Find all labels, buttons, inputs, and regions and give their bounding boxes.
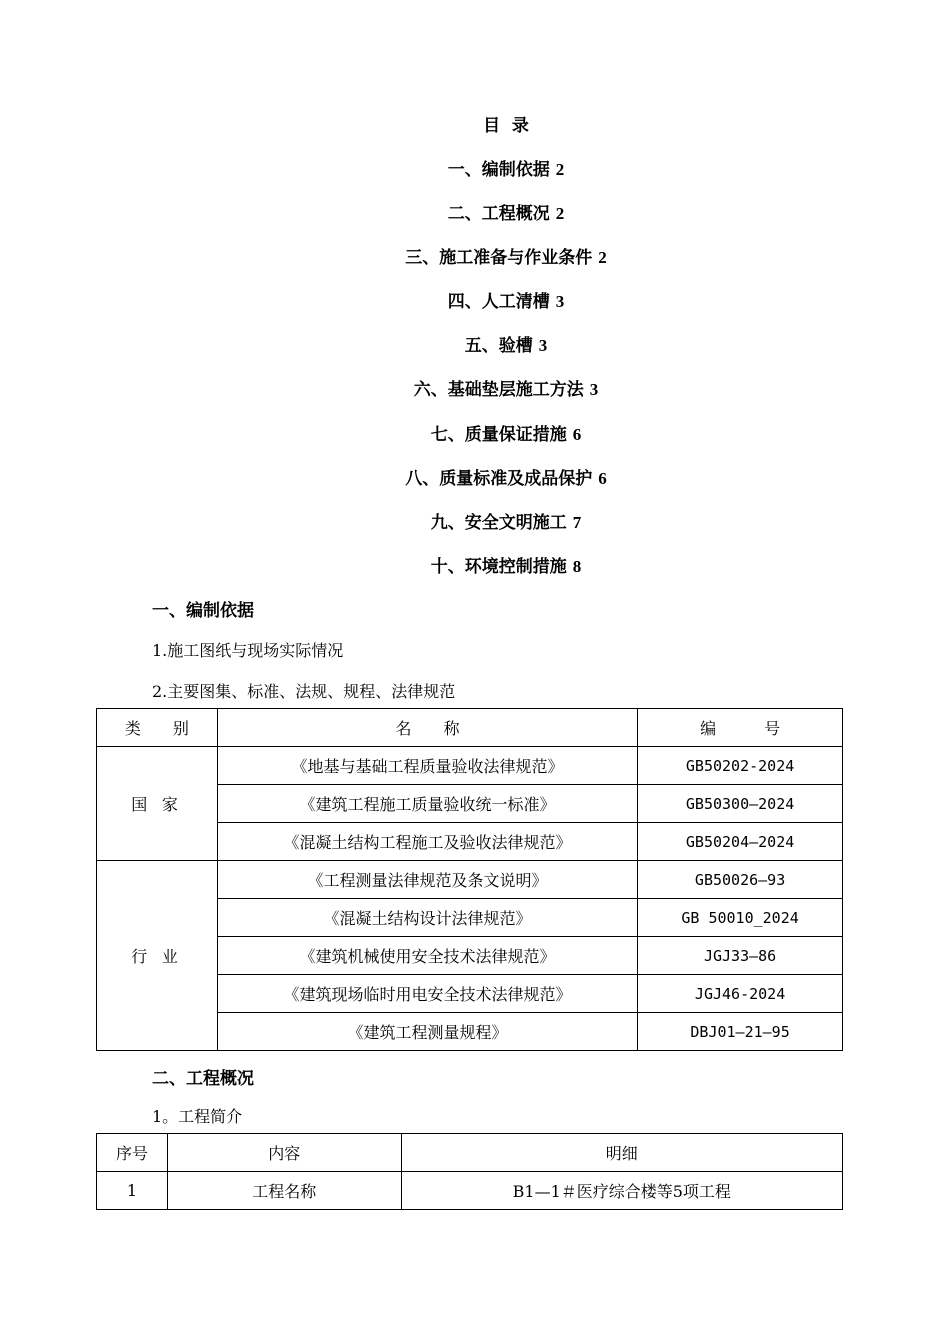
paragraph: 2.主要图集、标准、法规、规程、法律规范	[152, 682, 456, 701]
standards-table	[96, 708, 843, 1051]
toc-item[interactable]	[0, 552, 950, 577]
code-cell: JGJ33—86	[638, 937, 843, 975]
toc-item-label: 十、环境控制措施	[430, 557, 567, 577]
code-cell: DBJ01—21—95	[638, 1013, 843, 1051]
toc-item-page: 8	[572, 557, 582, 576]
header-cell: 类 别	[97, 709, 218, 747]
toc-item[interactable]	[0, 375, 950, 400]
toc-item-label: 三、施工准备与作业条件	[405, 248, 593, 268]
name-cell: 《工程测量法律规范及条文说明》	[217, 861, 637, 899]
detail-cell: B1—1＃医疗综合楼等5项工程	[401, 1172, 842, 1210]
toc-item-label: 九、安全文明施工	[430, 513, 567, 533]
toc-item-page: 7	[572, 513, 582, 532]
toc-item-label: 二、工程概况	[447, 204, 550, 224]
toc-item[interactable]	[0, 331, 950, 356]
code-cell: GB50300—2024	[638, 785, 843, 823]
paragraph: 1.施工图纸与现场实际情况	[152, 641, 344, 660]
section-heading: 二、工程概况	[152, 1069, 254, 1089]
name-cell: 《混凝土结构设计法律规范》	[217, 899, 637, 937]
number-cell: 1	[97, 1172, 168, 1210]
toc-item-label: 八、质量标准及成品保护	[405, 469, 593, 489]
toc-item-page: 2	[555, 204, 565, 223]
toc-item-label: 四、人工清槽	[447, 292, 550, 312]
toc-item-label: 六、基础垫层施工方法	[413, 380, 584, 400]
header-cell: 名 称	[217, 709, 637, 747]
toc-item[interactable]	[0, 508, 950, 533]
category-cell: 国 家	[97, 747, 218, 861]
table-row	[97, 1172, 843, 1210]
code-cell: GB50204—2024	[638, 823, 843, 861]
table-header-row	[97, 1134, 843, 1172]
toc-item[interactable]	[0, 199, 950, 224]
toc-item-page: 2	[555, 160, 565, 179]
name-cell: 《混凝土结构工程施工及验收法律规范》	[217, 823, 637, 861]
name-cell: 《地基与基础工程质量验收法律规范》	[217, 747, 637, 785]
toc-item[interactable]	[0, 464, 950, 489]
toc-item-page: 3	[589, 380, 599, 399]
content-cell: 工程名称	[167, 1172, 401, 1210]
toc-item-page: 2	[598, 248, 607, 267]
code-cell: GB50202-2024	[638, 747, 843, 785]
toc-item-label: 五、验槽	[464, 336, 533, 356]
name-cell: 《建筑工程施工质量验收统一标准》	[217, 785, 637, 823]
project-table	[96, 1133, 843, 1210]
toc-item[interactable]	[0, 155, 950, 180]
table-header-row	[97, 709, 843, 747]
header-cell: 编 号	[638, 709, 843, 747]
header-cell: 明细	[401, 1134, 842, 1172]
code-cell: GB50026—93	[638, 861, 843, 899]
code-cell: GB 50010_2024	[638, 899, 843, 937]
toc-item-label: 七、质量保证措施	[430, 425, 567, 445]
toc-item-page: 3	[555, 292, 565, 311]
header-cell: 内容	[167, 1134, 401, 1172]
toc-item[interactable]	[0, 243, 950, 268]
header-cell: 序号	[97, 1134, 168, 1172]
code-cell: JGJ46-2024	[638, 975, 843, 1013]
table-row	[97, 747, 843, 785]
table-row	[97, 861, 843, 899]
toc-item-page: 6	[572, 425, 582, 444]
toc-item-page: 3	[538, 336, 548, 355]
toc-item-label: 一、编制依据	[447, 160, 550, 180]
toc-item[interactable]	[0, 420, 950, 445]
name-cell: 《建筑现场临时用电安全技术法律规范》	[217, 975, 637, 1013]
category-cell: 行 业	[97, 861, 218, 1051]
toc-item[interactable]	[0, 287, 950, 312]
section-heading: 一、编制依据	[152, 601, 254, 621]
name-cell: 《建筑机械使用安全技术法律规范》	[217, 937, 637, 975]
name-cell: 《建筑工程测量规程》	[217, 1013, 637, 1051]
toc-title: 目 录	[483, 116, 529, 136]
toc-item-page: 6	[598, 469, 607, 488]
paragraph: 1。工程简介	[152, 1107, 243, 1126]
